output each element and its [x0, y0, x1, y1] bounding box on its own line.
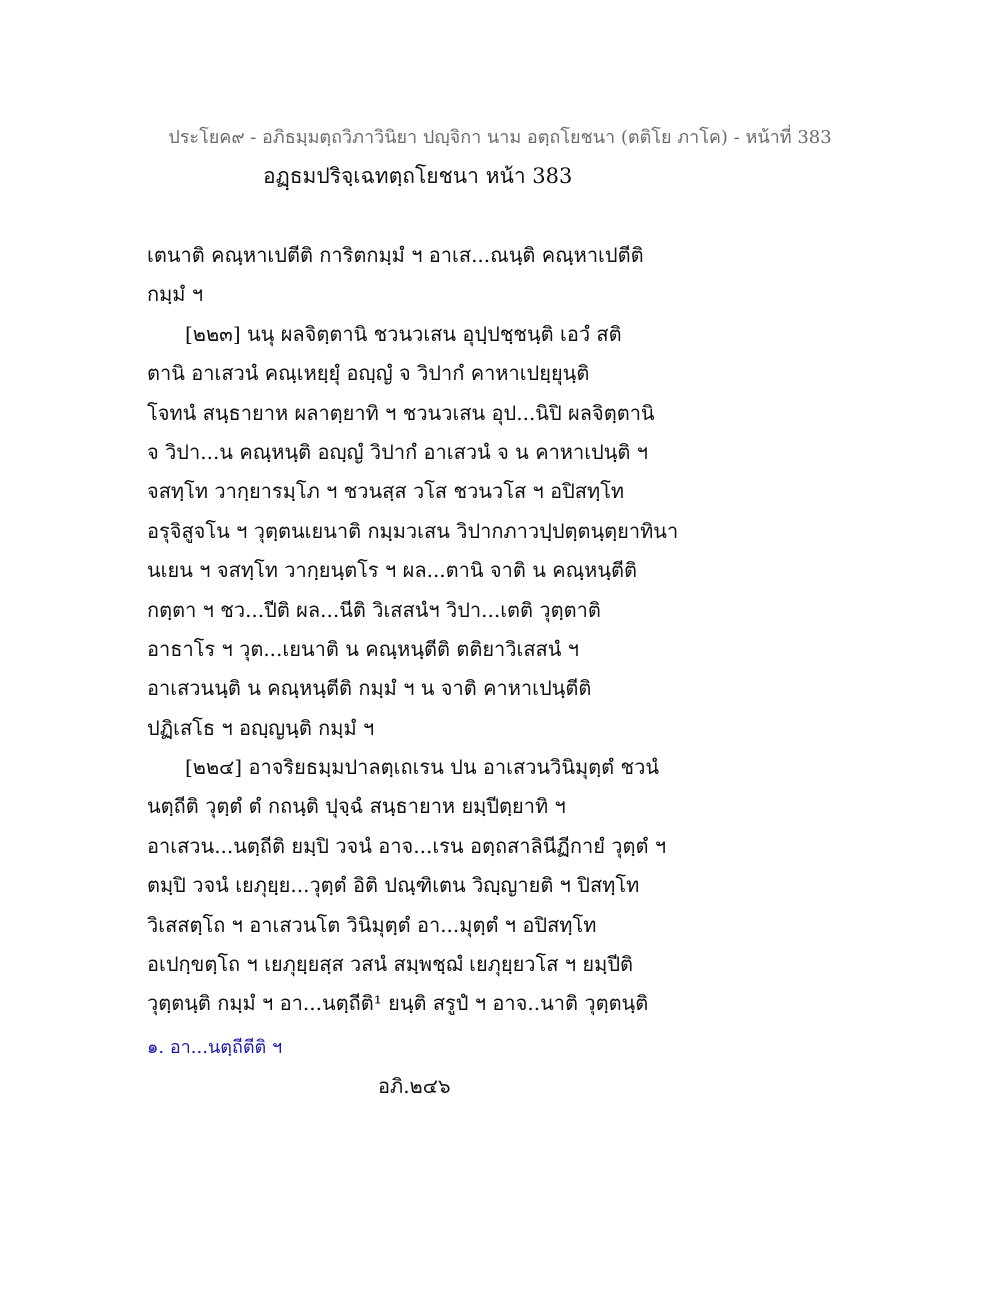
text-line: ปฏิเสโธ ฯ อญฺญนฺติ กมฺมํ ฯ	[147, 715, 375, 740]
footnote: ๑. อา...นตฺถีตีติ ฯ	[147, 1037, 283, 1058]
text-line: วุตฺตนฺติ กมฺมํ ฯ อา...นตฺถีติ¹ ยนฺติ สรูปํ ฯ อาจ..นาติ วุตฺตนฺติ	[147, 991, 649, 1016]
text-line: เตนาติ คณฺหาเปตีติ การิตกมฺมํ ฯ อาเส...ณนฺติ คณฺหาเปตีติ	[147, 243, 644, 267]
paragraph-start-224: [๒๒๔] อาจริยธมฺมปาลตฺเถเรน ปน อาเสวนวินิมุตฺตํ ชวนํ	[185, 755, 659, 780]
section-subtitle: อฏฺธมปริจฺเฉทตฺถโยชนา หน้า 383	[263, 164, 573, 188]
text-line: จสทฺโท วากฺยารมฺโภ ฯ ชวนสฺส วโส ชวนวโส ฯ อปิสทฺโท	[147, 479, 625, 504]
text-line: วิเสสตฺโถ ฯ อาเสวนโต วินิมุตฺตํ อา...มุตฺตํ ฯ อปิสทฺโท	[147, 912, 597, 937]
text-line: จ วิปา...น คณฺหนฺติ อญฺญํ วิปากํ อาเสวนํ จ น คาหาเปนฺติ ฯ	[147, 439, 648, 464]
text-line: อาเสวน...นตฺถีติ ยมฺปิ วจนํ อาจ...เรน อตฺถสาลินีฏีกายํ วุตฺตํ ฯ	[147, 833, 667, 858]
paragraph-start-223: [๒๒๓] นนุ ผลจิตฺตานิ ชวนวเสน อุปฺปชฺชนฺติ เอวํ สติ	[185, 321, 622, 346]
body-text	[147, 236, 679, 1024]
page-number: อภิ.๒๔๖	[378, 1074, 451, 1098]
text-line: กตฺตา ฯ ชว...ปีติ ผล...นีติ วิเสสนํฯ วิปา...เตติ วุตฺตาติ	[147, 597, 601, 622]
running-header: ประโยค๙ - อภิธมฺมตฺถวิภาวินิยา ปญฺจิกา นาม อตฺถโยชนา (ตติโย ภาโค) - หน้าที่ 383	[168, 127, 832, 148]
text-line: นตฺถีติ วุตฺตํ ตํ กถนฺติ ปุจฺฉํ สนฺธายาห ยมฺปีตฺยาทิ ฯ	[147, 794, 566, 819]
text-line: อรุจิสูจโน ฯ วุตฺตนเยนาติ กมฺมวเสน วิปากภาวปฺปตฺตนฺตฺยาทินา	[147, 518, 679, 543]
text-line: อเปกฺขตฺโถ ฯ เยภุยฺยสฺส วสนํ สมฺพชฺฌํ เยภุยฺยวโส ฯ ยมฺปีติ	[147, 952, 634, 977]
text-line: กมฺมํ ฯ	[147, 282, 204, 307]
text-line: ตานิ อาเสวนํ คณฺเหยฺยุํ อญฺญํ จ วิปากํ คาหาเปยฺยุนฺติ	[147, 361, 590, 386]
text-line: นเยน ฯ จสทฺโท วากฺยนฺตโร ฯ ผล...ตานิ จาติ น คณฺหนฺตีติ	[147, 558, 637, 583]
text-line: อาธาโร ฯ วุต...เยนาติ น คณฺหนฺตีติ ตติยาวิเสสนํ ฯ	[147, 636, 580, 661]
text-line: ตมฺปิ วจนํ เยภุยฺย...วุตฺตํ อิติ ปณฺฑิเตน วิญฺญายติ ฯ ปิสทฺโท	[147, 873, 640, 898]
text-line: อาเสวนนฺติ น คณฺหนฺตีติ กมฺมํ ฯ น จาติ คาหาเปนฺตีติ	[147, 676, 592, 701]
text-line: โจทนํ สนฺธายาห ผลาตฺยาทิ ฯ ชวนวเสน อุป...นิปิ ผลจิตฺตานิ	[147, 400, 655, 425]
